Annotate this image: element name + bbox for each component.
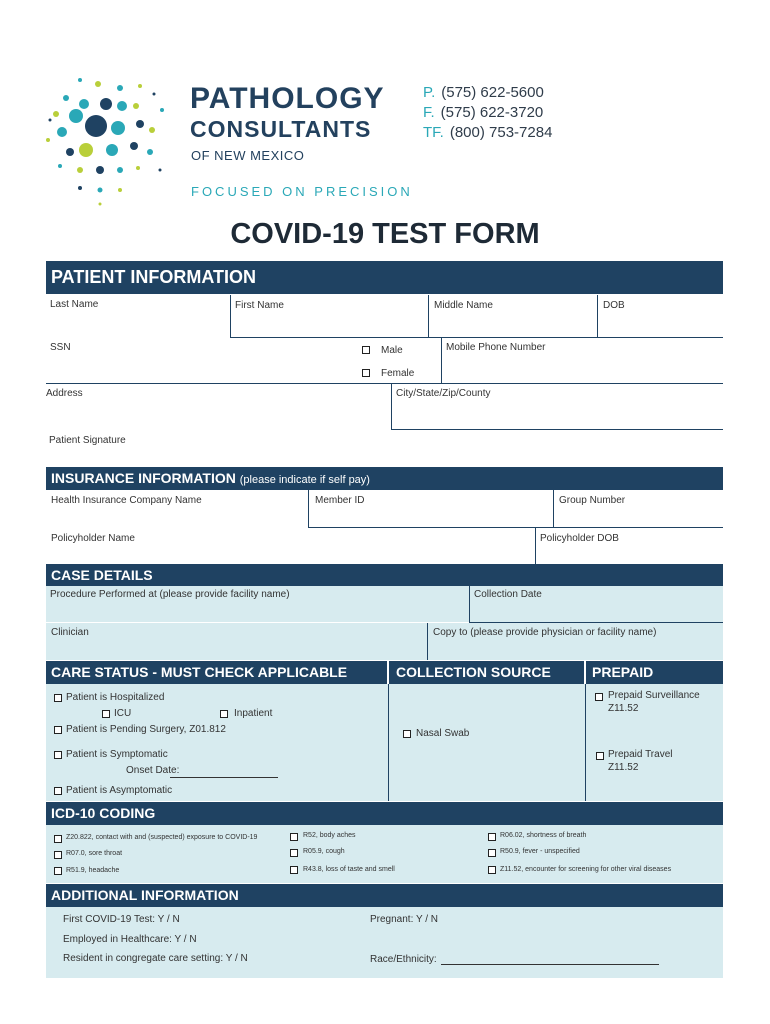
divider xyxy=(553,490,554,528)
hospitalized-label: Patient is Hospitalized xyxy=(66,692,165,703)
dob-label: DOB xyxy=(603,300,625,311)
row-line xyxy=(469,622,723,623)
first-name-label: First Name xyxy=(235,300,284,311)
inpatient-checkbox[interactable] xyxy=(220,710,228,718)
icd-code-label: R07.0, sore throat xyxy=(66,850,123,857)
ssn-label: SSN xyxy=(50,342,71,353)
male-label: Male xyxy=(381,345,403,356)
copy-to-label: Copy to (please provide physician or facility name) xyxy=(433,627,657,638)
icd-code-label: R06.02, shortness of breath xyxy=(500,832,587,839)
onset-date-label: Onset Date: xyxy=(126,765,180,776)
prepaid-surveillance-code: Z11.52 xyxy=(608,703,639,714)
race-label: Race/Ethnicity: xyxy=(370,954,437,965)
icu-label: ICU xyxy=(114,708,132,719)
pending-surgery-checkbox[interactable] xyxy=(54,726,62,734)
policyholder-label: Policyholder Name xyxy=(51,533,135,544)
nasal-swab-checkbox[interactable] xyxy=(403,730,411,738)
icd-checkbox[interactable] xyxy=(488,866,496,874)
divider xyxy=(427,623,428,660)
collection-source-header: COLLECTION SOURCE xyxy=(389,661,584,684)
divider xyxy=(597,295,598,337)
clinician-label: Clinician xyxy=(51,627,89,638)
asymptomatic-label: Patient is Asymptomatic xyxy=(66,785,173,796)
address-label: Address xyxy=(46,388,83,399)
company-label: Health Insurance Company Name xyxy=(51,495,202,506)
middle-name-label: Middle Name xyxy=(434,300,493,311)
pregnant-label: Pregnant: Y / N xyxy=(370,914,439,925)
tagline: FOCUSED ON PRECISION xyxy=(191,184,413,199)
icd-code-label: R43.8, loss of taste and smell xyxy=(303,866,395,873)
care-status-header: CARE STATUS - MUST CHECK APPLICABLE xyxy=(46,661,387,684)
icd-checkbox[interactable] xyxy=(488,833,496,841)
signature-label: Patient Signature xyxy=(49,435,126,446)
case-section-header: CASE DETAILS xyxy=(46,564,723,586)
contact-phone: P. (575) 622-5600 xyxy=(423,84,544,101)
mobile-label: Mobile Phone Number xyxy=(446,342,546,353)
icd-checkbox[interactable] xyxy=(290,833,298,841)
divider xyxy=(230,295,231,337)
divider xyxy=(388,684,389,801)
icd-checkbox[interactable] xyxy=(54,851,62,859)
contact-fax: F. (575) 622-3720 xyxy=(423,104,544,121)
procedure-label: Procedure Performed at (please provide facility name) xyxy=(50,589,290,600)
race-line[interactable] xyxy=(441,964,659,965)
icu-checkbox[interactable] xyxy=(102,710,110,718)
female-label: Female xyxy=(381,368,415,379)
asymptomatic-checkbox[interactable] xyxy=(54,787,62,795)
icd-code-label: R52, body aches xyxy=(303,832,356,839)
org-name-line2: CONSULTANTS xyxy=(190,116,372,142)
inpatient-label: Inpatient xyxy=(234,708,273,719)
group-label: Group Number xyxy=(559,495,626,506)
prepaid-header: PREPAID xyxy=(586,661,723,684)
divider xyxy=(391,383,392,429)
insurance-section-header: INSURANCE INFORMATION (please indicate if self pay) xyxy=(46,467,723,490)
row-line xyxy=(308,527,723,528)
divider xyxy=(585,684,586,801)
row-line xyxy=(46,383,723,384)
prepaid-surveillance-label: Prepaid Surveillance xyxy=(608,690,700,701)
city-label: City/State/Zip/County xyxy=(396,388,491,399)
prepaid-travel-label: Prepaid Travel xyxy=(608,749,673,760)
icd-checkbox[interactable] xyxy=(54,867,62,875)
prepaid-surveillance-checkbox[interactable] xyxy=(595,693,603,701)
congregate-label: Resident in congregate care setting: Y / N xyxy=(63,953,248,964)
prepaid-travel-checkbox[interactable] xyxy=(596,752,604,760)
icd-section-header: ICD-10 CODING xyxy=(46,802,723,825)
divider xyxy=(308,490,309,528)
hospitalized-checkbox[interactable] xyxy=(54,694,62,702)
icd-code-label: R05.9, cough xyxy=(303,848,345,855)
icd-checkbox[interactable] xyxy=(290,866,298,874)
pending-surgery-label: Patient is Pending Surgery, Z01.812 xyxy=(66,724,226,735)
icd-code-label: R51.9, headache xyxy=(66,867,120,874)
divider xyxy=(469,586,470,622)
icd-code-label: R50.9, fever - unspecified xyxy=(500,848,580,855)
form-title: COVID-19 TEST FORM xyxy=(230,218,540,250)
healthcare-label: Employed in Healthcare: Y / N xyxy=(63,934,197,945)
org-name-line1: PATHOLOGY xyxy=(190,82,385,115)
first-test-label: First COVID-19 Test: Y / N xyxy=(63,914,180,925)
female-checkbox[interactable] xyxy=(362,369,370,377)
additional-section-header: ADDITIONAL INFORMATION xyxy=(46,884,723,907)
nasal-swab-label: Nasal Swab xyxy=(416,728,470,739)
icd-checkbox[interactable] xyxy=(290,849,298,857)
patient-section-header: PATIENT INFORMATION xyxy=(46,261,723,294)
org-name-line3: OF NEW MEXICO xyxy=(191,148,305,163)
divider xyxy=(535,528,536,564)
onset-date-line[interactable] xyxy=(170,777,278,778)
icd-code-label: Z20.822, contact with and (suspected) exposure to COVID-19 xyxy=(66,834,258,841)
symptomatic-label: Patient is Symptomatic xyxy=(66,749,168,760)
icd-checkbox[interactable] xyxy=(54,835,62,843)
collection-date-label: Collection Date xyxy=(474,589,542,600)
symptomatic-checkbox[interactable] xyxy=(54,751,62,759)
last-name-label: Last Name xyxy=(50,299,99,310)
divider xyxy=(428,295,429,337)
row-line xyxy=(391,429,723,430)
member-id-label: Member ID xyxy=(315,495,365,506)
divider xyxy=(441,337,442,383)
logo-dots xyxy=(40,70,170,210)
icd-code-label: Z11.52, encounter for screening for other viral diseases xyxy=(500,866,672,873)
prepaid-travel-code: Z11.52 xyxy=(608,762,639,773)
policyholder-dob-label: Policyholder DOB xyxy=(540,533,619,544)
icd-checkbox[interactable] xyxy=(488,849,496,857)
contact-tollfree: TF. (800) 753-7284 xyxy=(423,124,553,141)
row-line xyxy=(230,337,723,338)
male-checkbox[interactable] xyxy=(362,346,370,354)
